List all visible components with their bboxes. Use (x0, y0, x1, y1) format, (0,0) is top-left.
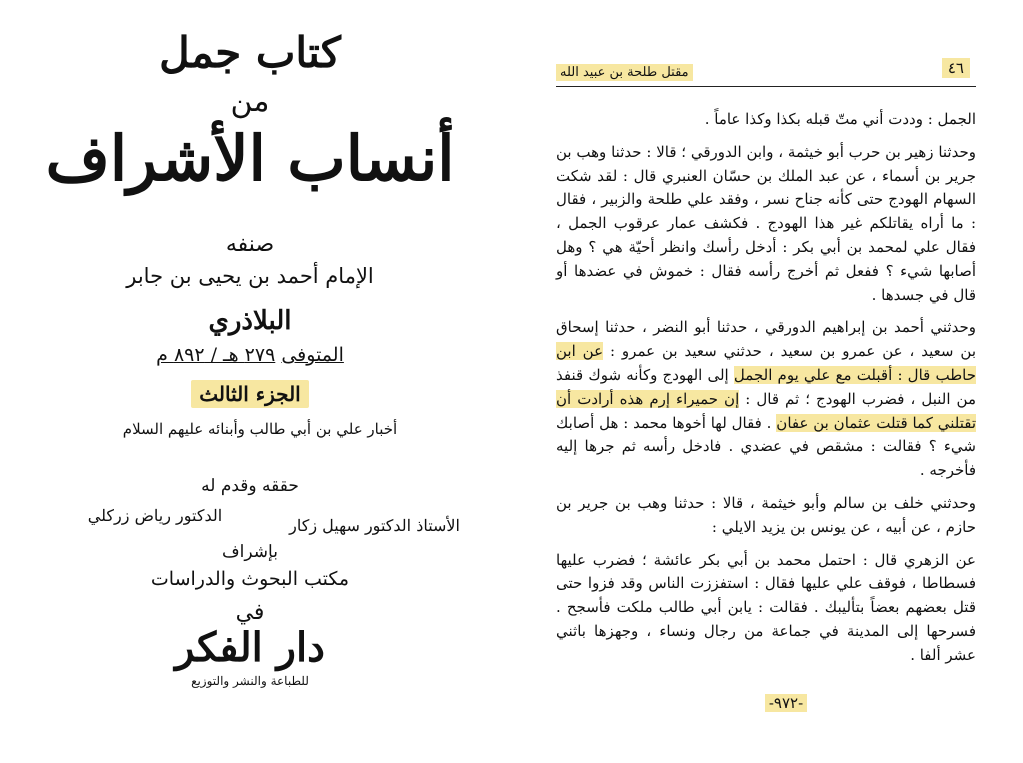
volume-wrapper (0, 380, 500, 408)
highlighted-passage: إن حميراء إرم هذه أرادت أن تقتلني كما قتلت عثمان بن عفان (556, 389, 976, 432)
paragraph (556, 108, 976, 132)
edited-by-label: حققه وقدم له (201, 476, 299, 496)
folio-label: -٩٧٢- (765, 694, 807, 712)
author-nisba: البلاذري (208, 306, 292, 336)
authored-by-label: صنفه (225, 232, 275, 257)
running-head-title: مقتل طلحة بن عبيد الله (556, 64, 693, 81)
running-head (556, 56, 976, 87)
text-page (556, 0, 976, 763)
paragraph (556, 549, 976, 668)
publisher-connector: في (235, 600, 265, 625)
folio-number (756, 694, 816, 712)
title-page (0, 0, 500, 763)
body-text (556, 108, 976, 677)
supervision-label: بإشراف (222, 542, 278, 562)
book-label: كتاب جمل (159, 28, 341, 77)
book-main-title: أنساب الأشراف (45, 122, 455, 195)
paragraph-text: عن الزهري قال : احتمل محمد بن أبي بكر عائشة ؛ فضرب عليها فسطاطا ، فوقف علي عليها فقال : استفززت الناس وقد فزوا حتى قتل بعضهم بعضاً بتأليبك . فقالت : يابن أبي طالب ملكت فأسجح . فسرحها إلى المدينة في جماعة من رجال ونساء ، وجهزها باثني عشر ألفا . (556, 550, 976, 664)
editor-name-2: الدكتور رياض زركلي (87, 506, 223, 525)
author-death-date (0, 344, 500, 366)
highlighted-passage: عن ابن حاطب قال : أقبلت مع علي يوم الجمل (556, 342, 976, 384)
research-bureau: مكتب البحوث والدراسات (150, 568, 350, 590)
author-name: الإمام أحمد بن يحيى بن جابر (126, 264, 374, 288)
death-date-prefix: المتوفى (281, 344, 344, 366)
paragraph-text: إلى الهودج وكأنه شوك قنفذ من النبل ، فضرب الهودج ؛ ثم قال : (556, 365, 976, 408)
editor-name-1: الأستاذ الدكتور سهيل زكار (289, 516, 460, 535)
death-date-value: ٢٧٩ هـ / ٨٩٢ م (156, 344, 276, 366)
volume-label: الجزء الثالث (191, 380, 308, 408)
paragraph-text: الجمل : وددت أني متّ قبله بكذا وكذا عاماً . (704, 110, 976, 128)
paragraph (556, 492, 976, 540)
paragraph-text: وحدثنا زهير بن حرب أبو خيثمة ، وابن الدورقي ؛ قالا : حدثنا وهب بن جرير بن أسماء ، عن عبد الملك بن حسّان العنبري قال : لقد شكت السهام الهودج حتى كأنه جناح نسر ، وفقد علي طلحة والزبير ، فقال : ما أراه يقاتلكم غير هذا الهودج . فكشف عمار عرقوب الجمل ، فقال علي لمحمد بن أبي بكر : أدخل رأسك وانظر أحيّة هي ؟ وهل أصابها شيء ؟ ففعل ثم أخرج رأسه فقال : خموش في عضدها أو قال في جسدها . (556, 142, 976, 304)
publisher-tagline: للطباعة والنشر والتوزيع (191, 674, 309, 688)
paragraph-text: وحدثني أحمد بن إبراهيم الدورقي ، حدثنا أبو النضر ، حدثنا إسحاق بن سعيد ، عن عمرو بن سعيد ، حدثني سعيد بن عمرو : (556, 318, 976, 361)
publisher-logo: دار الفكر (175, 624, 325, 671)
title-connector: من (230, 84, 270, 119)
volume-subtitle: أخبار علي بن أبي طالب وأبنائه عليهم السلام (122, 420, 398, 438)
paragraph-text: . فقال لها أخوها محمد : هل أصابك شيء ؟ فقالت : مشقص في عضدي . فادخل رأسه ثم جرها إليه فأخرجه . (556, 413, 976, 480)
paragraph (556, 316, 976, 483)
page-number: ٤٦ (942, 58, 970, 78)
paragraph-text: وحدثني خلف بن سالم وأبو خيثمة ، قالا : حدثنا وهب بن جرير بن حازم ، عن أبيه ، عن يونس بن يزيد الايلي : (556, 493, 976, 536)
paragraph (556, 141, 976, 308)
